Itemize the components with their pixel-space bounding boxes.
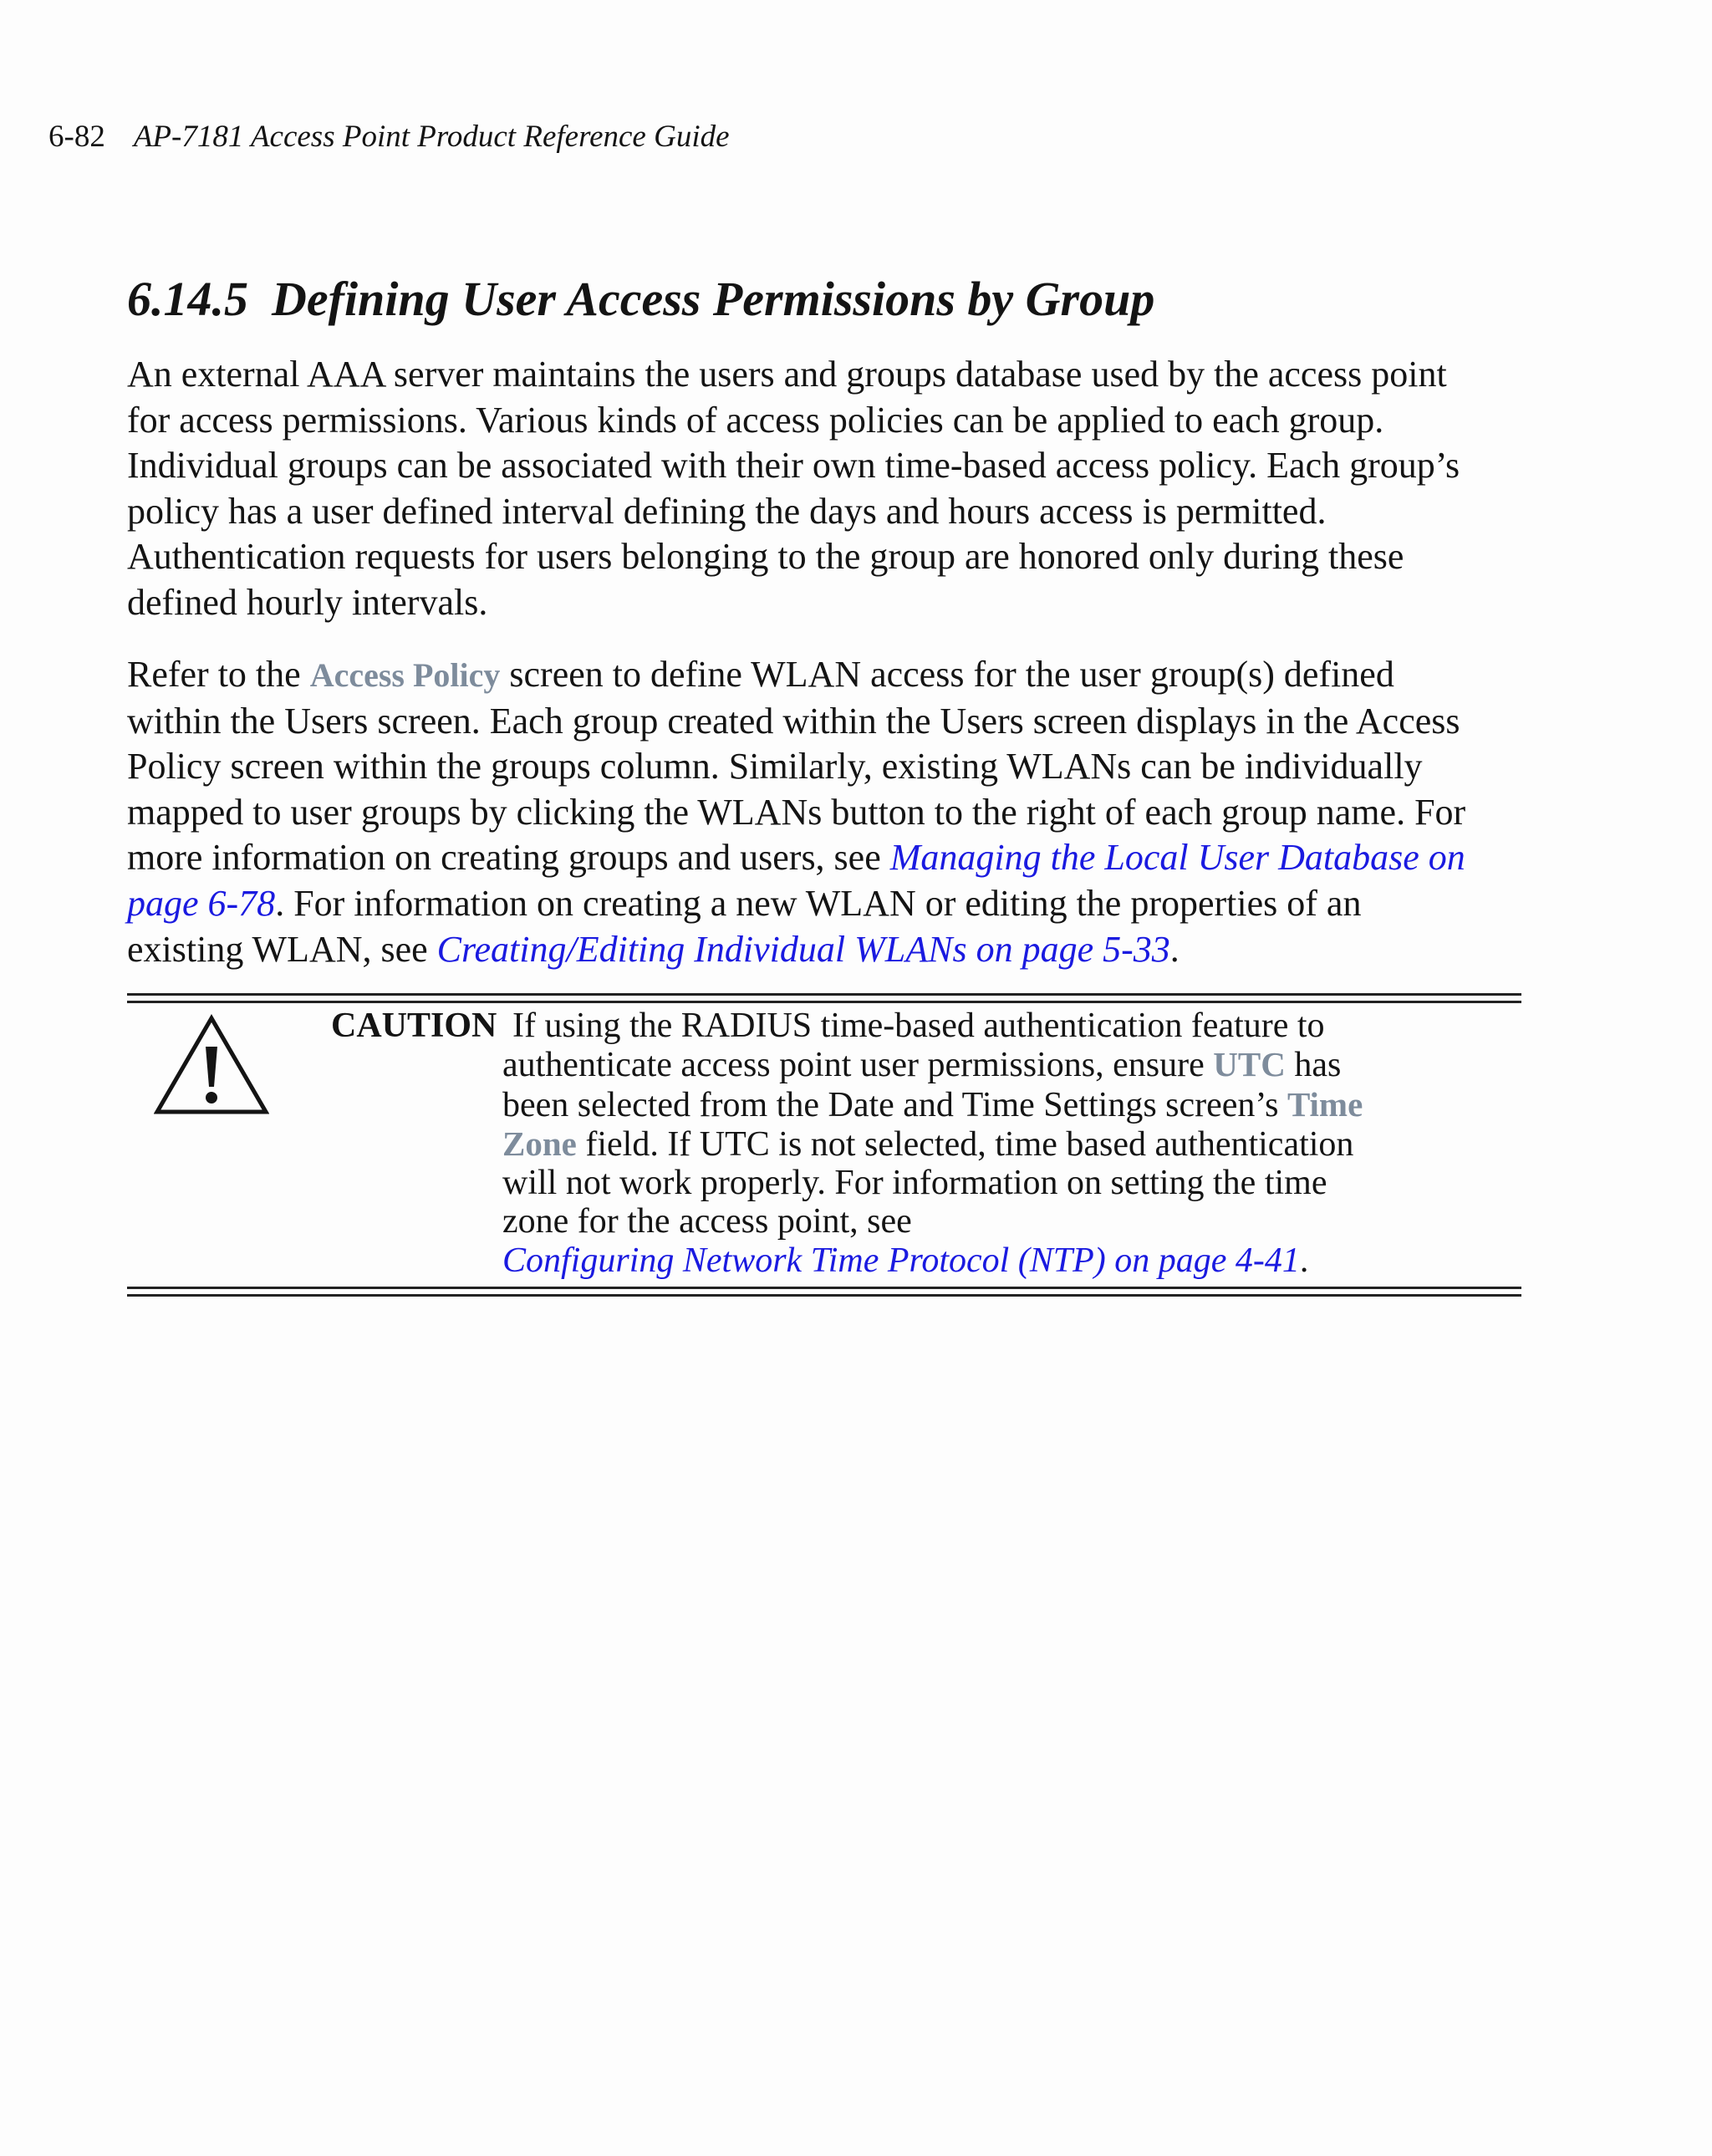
text-line: will not work properly. For information on setting the time [502,1164,1327,1203]
text-line [127,835,1515,881]
text-run: field. If UTC is not selected, time based authentication [576,1124,1354,1164]
text-run: existing WLAN, see [127,928,437,970]
text-line [502,1124,1522,1164]
text-line: Individual groups can be associated with their own time-based access policy. Each group’s [127,445,1460,487]
text-line: policy has a user defined interval defining the days and hours access is permitted. [127,490,1327,532]
text-line [127,927,1515,973]
text-run: authenticate access point user permissions, ensure [502,1046,1214,1085]
ui-term-time-zone: Time [1287,1084,1363,1124]
text-line: zone for the access point, see [502,1202,912,1241]
text-line: Authentication requests for users belonging to the group are honored only during these [127,536,1404,578]
text-run: Refer to the [127,654,310,695]
text-run: . For information on creating a new WLAN or editing the properties of an [275,882,1362,924]
text-line [502,1085,1522,1124]
ui-term-time-zone: Zone [502,1124,577,1163]
text-run: . [1299,1241,1309,1280]
text-run: screen to define WLAN access for the user group(s) defined [500,654,1394,695]
paragraph-access-policy [127,652,1515,972]
ui-term-access-policy: Access Policy [309,656,501,694]
link-configuring-ntp[interactable]: Configuring Network Time Protocol (NTP) on page 4-41 [502,1241,1300,1280]
caution-bottom-rule [127,1287,1521,1297]
guide-title: AP-7181 Access Point Product Reference Guide [133,120,730,154]
section-title: Defining User Access Permissions by Group [272,272,1155,326]
section-number: 6.14.5 [127,272,248,326]
link-managing-local-user-database[interactable]: Managing the Local User Database on [889,837,1465,879]
text-line: If using the RADIUS time-based authentication feature to [512,1007,1325,1045]
text-line: mapped to user groups by clicking the WLANs button to the right of each group name. For [127,791,1466,833]
text-line: defined hourly intervals. [127,581,488,623]
text-line: Policy screen within the groups column. Similarly, existing WLANs can be individually [127,746,1423,787]
caution-label: CAUTION [331,1007,497,1045]
caution-top-rule [127,993,1521,1003]
ui-term-utc: UTC [1213,1045,1286,1084]
link-managing-local-user-database-page[interactable]: page 6-78 [127,882,276,924]
link-creating-editing-wlans[interactable]: Creating/Editing Individual WLANs on page 5-33 [436,928,1170,970]
section-heading [127,269,1154,329]
text-run: . [1169,928,1180,970]
text-line [502,1045,1522,1084]
page-number: 6-82 [48,120,105,154]
text-run: more information on creating groups and users, see [127,837,890,879]
text-run: has [1285,1046,1342,1085]
text-line: within the Users screen. Each group created within the Users screen displays in the Access [127,700,1460,742]
warning-triangle-icon [154,1013,269,1117]
text-line: for access permissions. Various kinds of access policies can be applied to each group. [127,399,1384,441]
text-line [127,652,1515,699]
caution-body [502,1007,1522,1280]
text-line [502,1241,1522,1280]
text-run: been selected from the Date and Time Settings screen’s [502,1085,1287,1124]
running-header [48,117,730,157]
text-line [127,881,1515,927]
paragraph-aaa-server [127,352,1515,626]
text-line: An external AAA server maintains the users and groups database used by the access point [127,354,1447,395]
